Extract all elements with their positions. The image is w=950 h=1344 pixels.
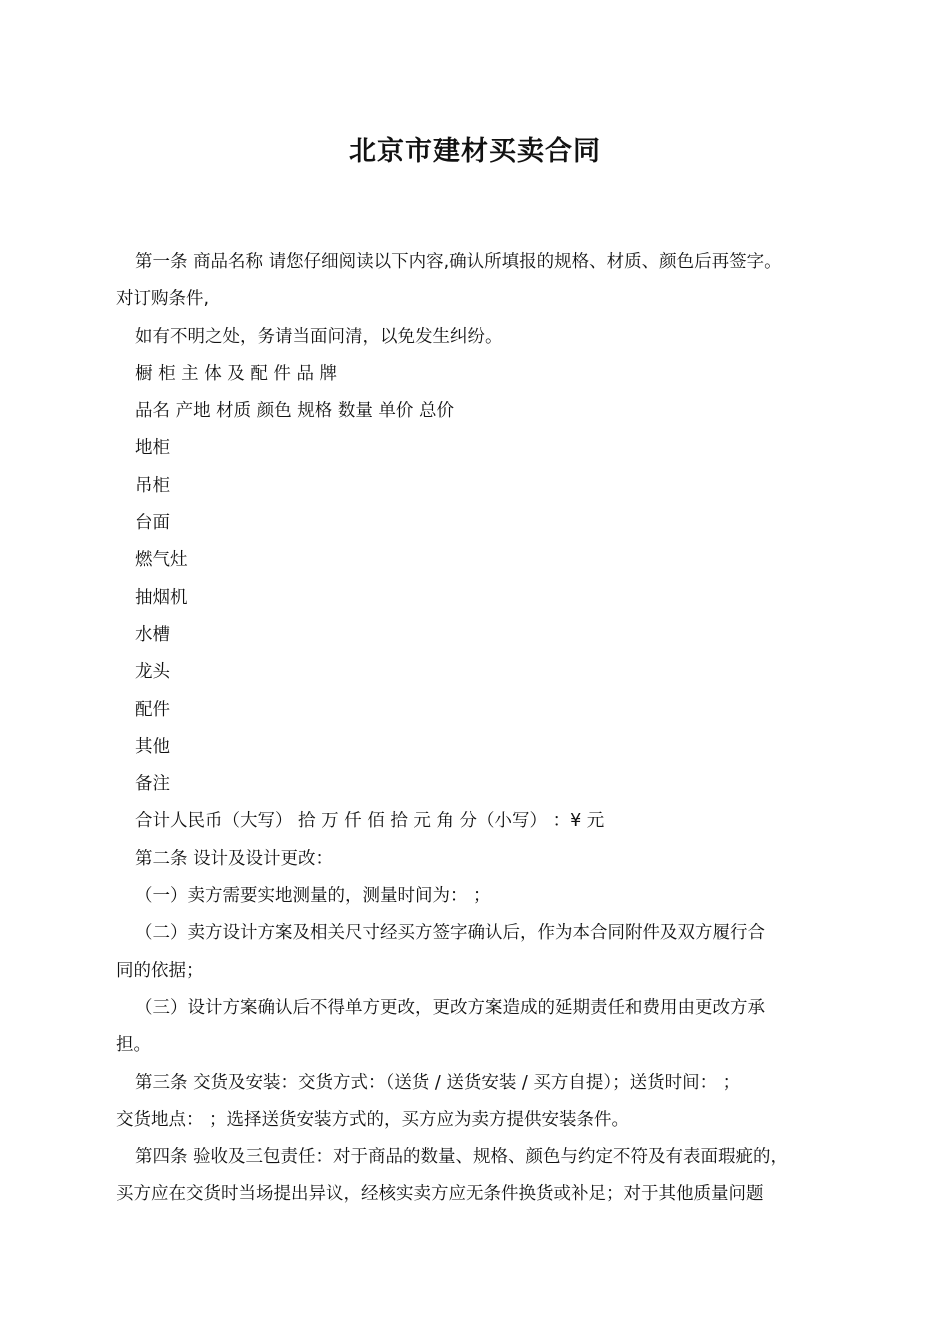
body-line: 对订购条件, [116,289,210,310]
table-header: 品名 产地 材质 颜色 规格 数量 单价 总价 [135,401,454,422]
clause-2-2-cont: 同的依据； [116,960,204,981]
article-3: 第三条 交货及安装：交货方式：（送货 / 送货安装 / 买方自提）；送货时间： ； [135,1072,741,1093]
item-remarks: 备注 [135,774,170,795]
clause-2-2: （二）卖方设计方案及相关尺寸经买方签字确认后，作为本合同附件及双方履行合 [135,923,765,944]
item-countertop: 台面 [135,513,170,534]
item-base-cabinet: 地柜 [135,438,170,459]
item-gas-stove: 燃气灶 [135,550,188,571]
brand-header: 橱 柜 主 体 及 配 件 品 牌 [135,363,338,384]
clause-2-1: （一）卖方需要实地测量的，测量时间为： ； [135,886,491,907]
clause-2-3-cont: 担。 [116,1035,151,1056]
body-line: 如有不明之处，务请当面问清，以免发生纠纷。 [135,326,503,347]
article-2-heading: 第二条 设计及设计更改： [135,848,334,869]
clause-2-3: （三）设计方案确认后不得单方更改，更改方案造成的延期责任和费用由更改方承 [135,997,765,1018]
item-sink: 水槽 [135,624,170,645]
article-4-cont: 买方应在交货时当场提出异议，经核实卖方应无条件换货或补足；对于其他质量问题 [116,1184,764,1205]
item-other: 其他 [135,736,170,757]
item-wall-cabinet: 吊柜 [135,475,170,496]
article-1-heading: 第一条 商品名称 请您仔细阅读以下内容,确认所填报的规格、材质、颜色后再签字。 [135,252,782,272]
document-title: 北京市建材买卖合同 [349,136,601,167]
document-body [116,244,846,1214]
item-range-hood: 抽烟机 [135,587,188,608]
article-4: 第四条 验收及三包责任：对于商品的数量、规格、颜色与约定不符及有表面瑕疵的， [135,1147,789,1168]
item-accessories: 配件 [135,699,170,720]
article-3-cont: 交货地点： ；选择送货安装方式的，买方应为卖方提供安装条件。 [116,1109,630,1130]
item-faucet: 龙头 [135,662,170,683]
total-amount-line: 合计人民币（大写） 拾 万 仟 佰 拾 元 角 分（小写） ：¥ 元 [135,811,605,832]
